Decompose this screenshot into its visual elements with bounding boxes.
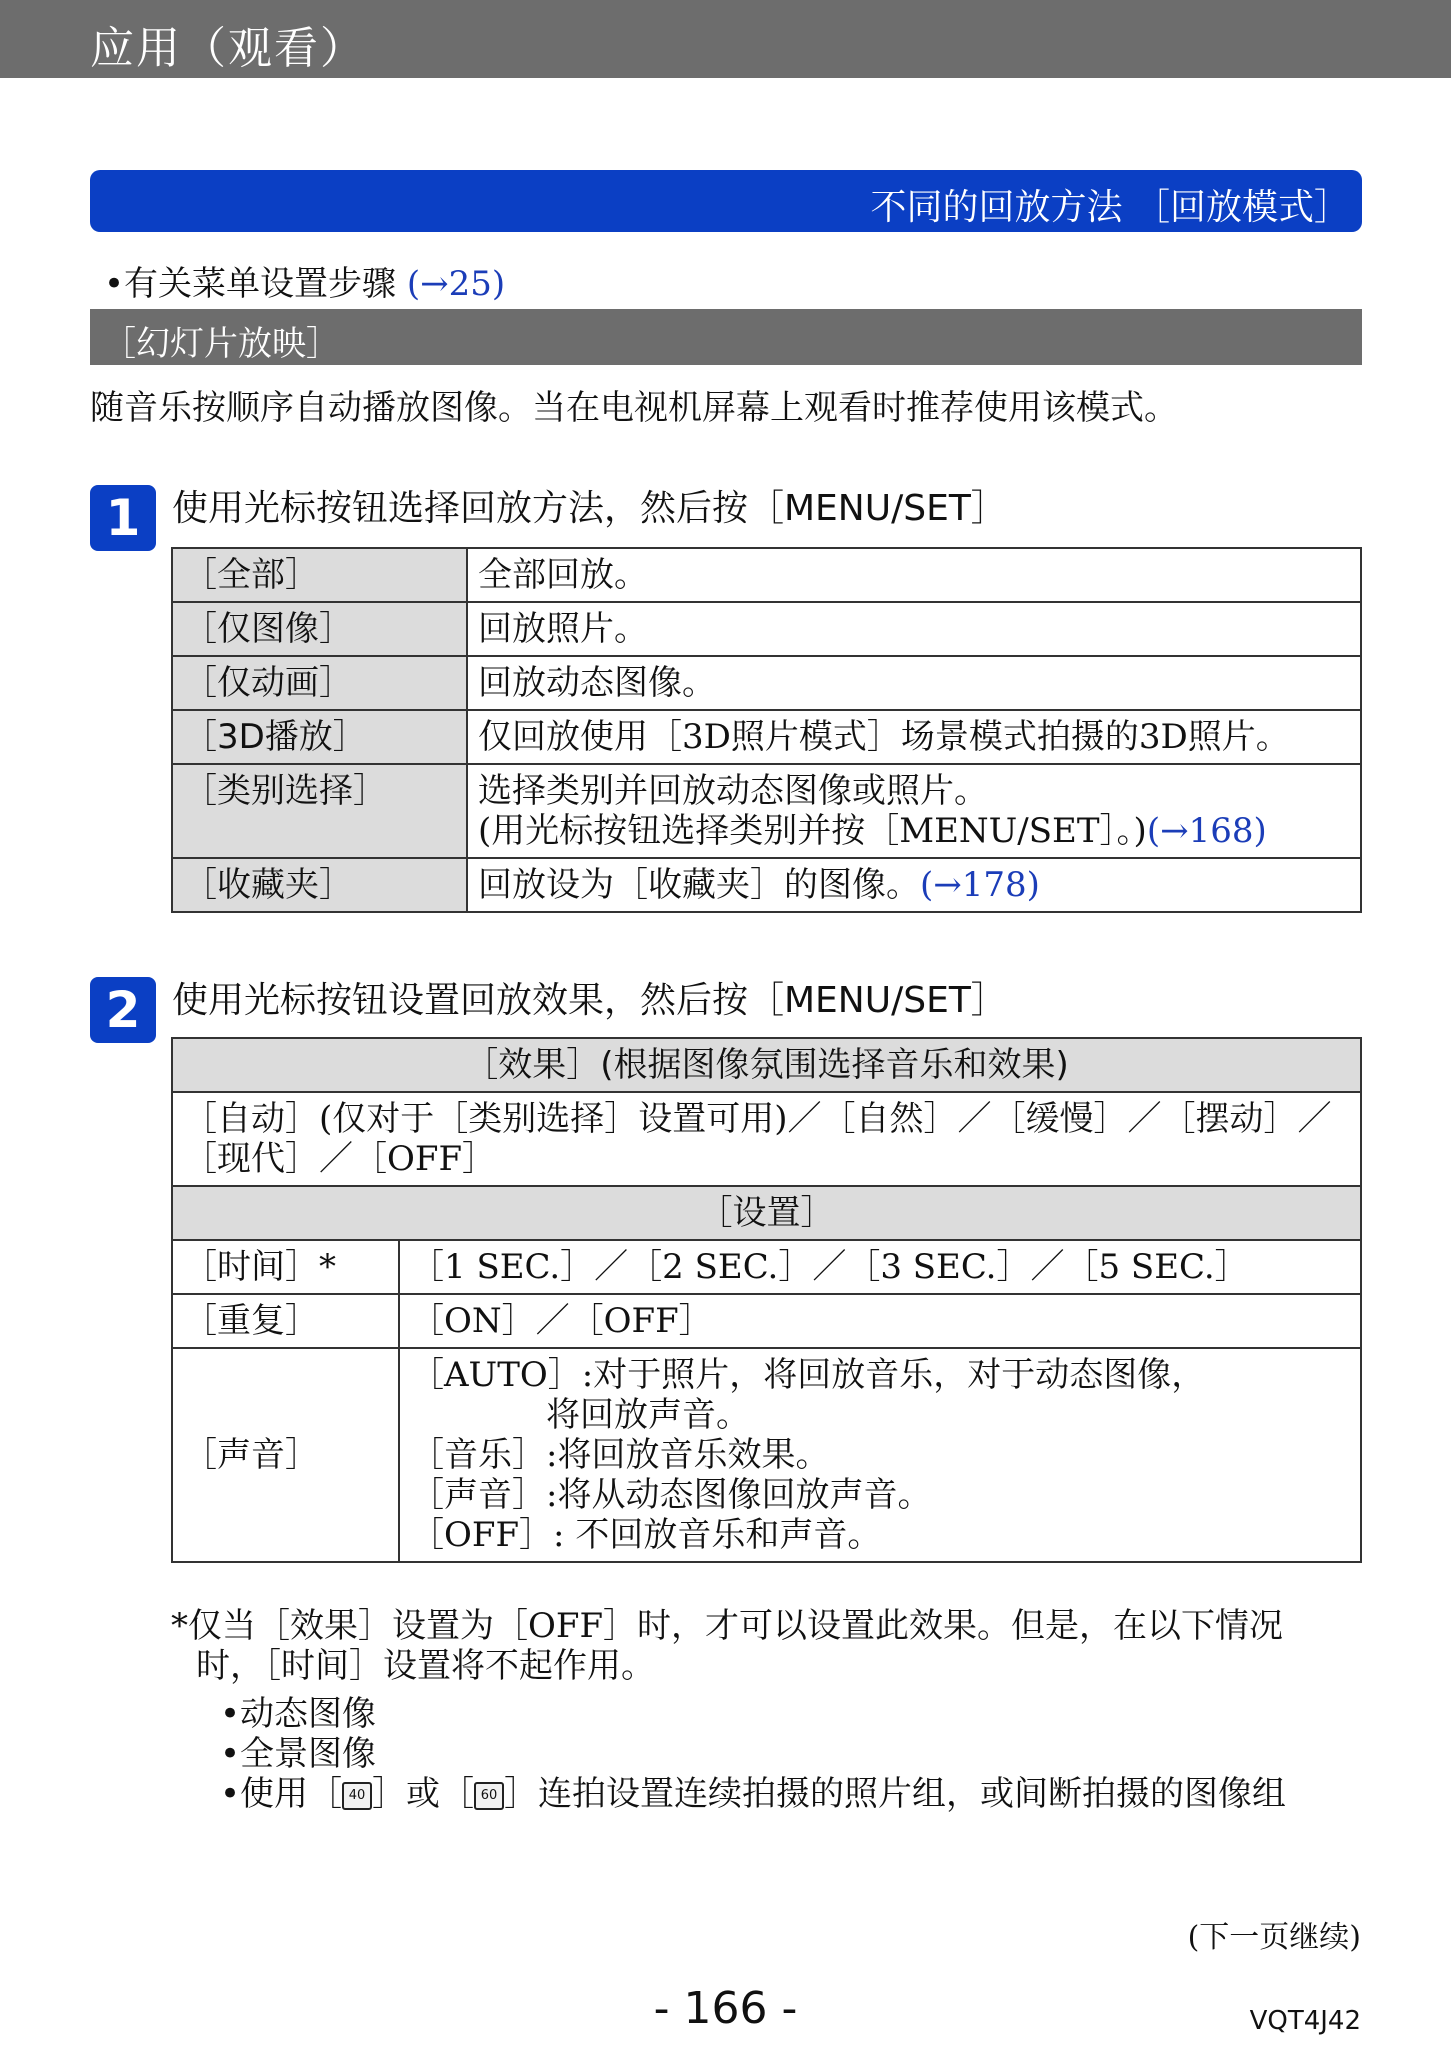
effect-options-line: ［自动］(仅对于［类别选择］设置可用)／［自然］／［缓慢］／［摆动］／: [183, 1099, 1332, 1139]
page-link-168[interactable]: (→168): [1146, 811, 1267, 851]
method-key: ［仅图像］: [172, 602, 467, 656]
subsection-title: ［幻灯片放映］: [102, 324, 340, 364]
effect-options: [172, 1092, 1361, 1186]
table-row: [172, 710, 1361, 764]
document-code: VQT4J42: [1249, 2006, 1361, 2036]
table-row: [172, 858, 1361, 912]
page-link-25[interactable]: (→25): [406, 264, 506, 304]
footnote: [171, 1606, 1283, 1686]
effect-header: ［效果］(根据图像氛围选择音乐和效果): [172, 1038, 1361, 1092]
setup-key: ［重复］: [172, 1294, 399, 1348]
table-row: [172, 602, 1361, 656]
sound-options: [399, 1348, 1361, 1562]
method-value: [467, 764, 1361, 858]
method-value: 回放动态图像。: [467, 656, 1361, 710]
method-value-line: 回放设为［收藏夹］的图像。: [478, 865, 920, 905]
step-2-title: 使用光标按钮设置回放效果，然后按［MENU/SET］: [172, 980, 1007, 1021]
sound-option-line: ［声音］:将从动态图像回放声音。: [410, 1475, 932, 1515]
table-row: [172, 1294, 1361, 1348]
footnote-text: •使用［: [220, 1774, 343, 1814]
effect-options-line: ［现代］／［OFF］: [183, 1139, 497, 1179]
method-value-line: 选择类别并回放动态图像或照片。: [478, 771, 988, 811]
method-key: ［全部］: [172, 548, 467, 602]
sound-option-line: ［OFF］: 不回放音乐和声音。: [410, 1515, 882, 1555]
method-value: [467, 858, 1361, 912]
method-key: ［类别选择］: [172, 764, 467, 858]
method-value: 仅回放使用［3D照片模式］场景模式拍摄的3D照片。: [467, 710, 1361, 764]
top-bar: [0, 0, 1451, 78]
table-row: [172, 548, 1361, 602]
table-row: [172, 764, 1361, 858]
setup-key: ［时间］*: [172, 1240, 399, 1294]
table-row: [172, 656, 1361, 710]
subsection-header: [90, 309, 1362, 365]
setup-value: ［1 SEC.］／［2 SEC.］／［3 SEC.］／［5 SEC.］: [399, 1240, 1361, 1294]
burst-40-icon: 40: [342, 1782, 372, 1810]
menu-note: [104, 256, 505, 305]
step-1-badge: 1: [90, 485, 156, 551]
setup-header: ［设置］: [172, 1186, 1361, 1240]
intro-text: 随音乐按顺序自动播放图像。当在电视机屏幕上观看时推荐使用该模式。: [90, 388, 1178, 428]
footnote-bullet: •动态图像: [220, 1694, 377, 1734]
footnote-line: 时，［时间］设置将不起作用。: [196, 1646, 655, 1686]
chapter-title: 应用（观看）: [90, 23, 366, 74]
page-number: - 166 -: [653, 1983, 798, 2034]
method-value: 回放照片。: [467, 602, 1361, 656]
table-row: [172, 1240, 1361, 1294]
table-row: [172, 1038, 1361, 1092]
method-key: ［仅动画］: [172, 656, 467, 710]
step-1-title: 使用光标按钮选择回放方法，然后按［MENU/SET］: [172, 488, 1007, 529]
footnote-text: ］连拍设置连续拍摄的照片组，或间断拍摄的图像组: [504, 1774, 1287, 1814]
footnote-text: ］或［: [372, 1774, 475, 1814]
menu-note-text: •有关菜单设置步骤: [104, 264, 407, 304]
method-value: 全部回放。: [467, 548, 1361, 602]
step-2-badge: 2: [90, 977, 156, 1043]
sound-option-line: 将回放声音。: [546, 1395, 750, 1435]
sound-option-line: ［AUTO］:对于照片，将回放音乐，对于动态图像，: [410, 1355, 1206, 1395]
method-key: ［3D播放］: [172, 710, 467, 764]
table-row: [172, 1186, 1361, 1240]
playback-effect-table: [171, 1037, 1362, 1563]
method-key: ［收藏夹］: [172, 858, 467, 912]
method-value-line: (用光标按钮选择类别并按［MENU/SET］。): [478, 811, 1147, 851]
table-row: [172, 1092, 1361, 1186]
continued-note: (下一页继续): [1187, 1920, 1361, 1955]
playback-method-table: [171, 547, 1362, 913]
footnote-bullet: •全景图像: [220, 1734, 377, 1774]
section-banner: [90, 170, 1362, 232]
sound-option-line: ［音乐］:将回放音乐效果。: [410, 1435, 830, 1475]
setup-value: ［ON］／［OFF］: [399, 1294, 1361, 1348]
footnote-bullet: [220, 1766, 1286, 1815]
burst-60-icon: 60: [474, 1782, 504, 1810]
sound-key: ［声音］: [172, 1348, 399, 1562]
footnote-line: *仅当［效果］设置为［OFF］时，才可以设置此效果。但是，在以下情况: [171, 1606, 1284, 1646]
page-link-178[interactable]: (→178): [920, 865, 1040, 905]
table-row: [172, 1348, 1361, 1562]
banner-title: 不同的回放方法 ［回放模式］: [870, 187, 1350, 228]
